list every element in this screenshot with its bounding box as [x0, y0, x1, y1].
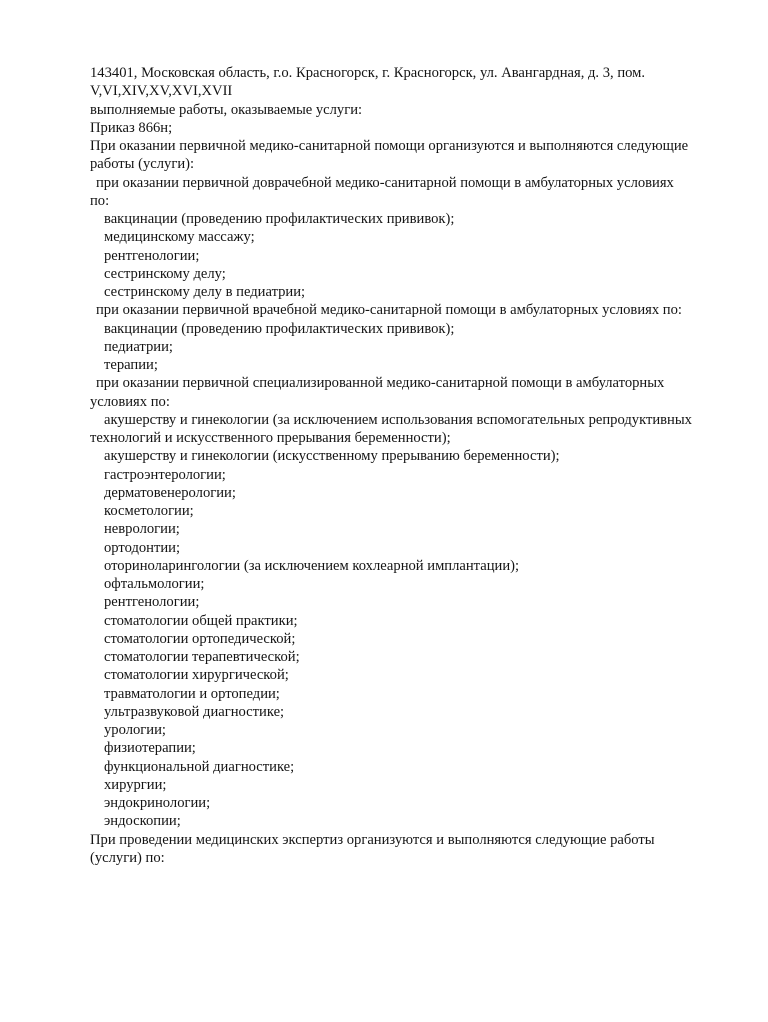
- document-line: При проведении медицинских экспертиз организуются и выполняются следующие работы: [90, 831, 655, 848]
- document-line: акушерству и гинекологии (искусственному прерыванию беременности);: [104, 448, 560, 465]
- document-line: стоматологии хирургической;: [104, 667, 289, 684]
- document-line: эндокринологии;: [104, 795, 211, 811]
- document-line: хирургии;: [104, 776, 167, 793]
- document-line: акушерству и гинекологии (за исключением использования вспомогательных репродуктивных: [104, 411, 692, 428]
- document-line: медицинскому массажу;: [104, 229, 255, 246]
- document-line: стоматологии терапевтической;: [104, 649, 300, 665]
- document-line: При оказании первичной медико-санитарной помощи организуются и выполняются следующие: [90, 138, 689, 154]
- document-line: по:: [90, 192, 110, 209]
- document-line: 143401, Московская область, г.о. Красногорск, г. Красногорск, ул. Авангардная, д. 3, пом.: [90, 65, 646, 81]
- document-line: рентгенологии;: [104, 594, 200, 611]
- document-line: ортодонтии;: [104, 539, 181, 556]
- document-line: терапии;: [104, 357, 158, 373]
- document-line: работы (услуги):: [90, 156, 195, 173]
- document-line: технологий и искусственного прерывания беременности);: [90, 430, 451, 446]
- document-line: при оказании первичной доврачебной медико-санитарной помощи в амбулаторных условиях: [96, 174, 674, 191]
- document-line: неврологии;: [104, 521, 180, 538]
- document-line: педиатрии;: [104, 338, 173, 355]
- document-line: эндоскопии;: [104, 813, 181, 830]
- document-line: ультразвуковой диагностике;: [104, 703, 285, 720]
- document-line: при оказании первичной специализированной медико-санитарной помощи в амбулаторных: [96, 375, 665, 392]
- document-line: сестринскому делу;: [104, 265, 226, 282]
- document-line: стоматологии ортопедической;: [104, 630, 296, 647]
- document-line: рентгенологии;: [104, 247, 200, 264]
- document-line: гастроэнтерологии;: [104, 466, 226, 483]
- document-line: оториноларингологии (за исключением кохлеарной имплантации);: [104, 557, 520, 574]
- document-line: функциональной диагностике;: [104, 758, 295, 775]
- document-line: сестринскому делу в педиатрии;: [104, 284, 306, 300]
- document-line: офтальмологии;: [104, 576, 205, 592]
- document-line: при оказании первичной врачебной медико-санитарной помощи в амбулаторных условиях по:: [96, 302, 682, 319]
- document-line: условиях по:: [90, 393, 170, 410]
- document-line: (услуги) по:: [90, 849, 165, 866]
- document-line: косметологии;: [104, 503, 194, 519]
- document-line: выполняемые работы, оказываемые услуги:: [90, 101, 363, 118]
- document-line: V,VI,XIV,XV,XVI,XVII: [90, 83, 233, 100]
- document-text: [90, 64, 740, 867]
- document-line: стоматологии общей практики;: [104, 612, 298, 629]
- document-line: Приказ 866н;: [90, 119, 173, 136]
- document-line: вакцинации (проведению профилактических прививок);: [104, 320, 455, 337]
- document-line: дерматовенерологии;: [104, 484, 236, 501]
- document-line: физиотерапии;: [104, 740, 196, 757]
- document-line: урологии;: [104, 722, 166, 738]
- document-line: вакцинации (проведению профилактических прививок);: [104, 211, 455, 227]
- document-line: травматологии и ортопедии;: [104, 685, 280, 702]
